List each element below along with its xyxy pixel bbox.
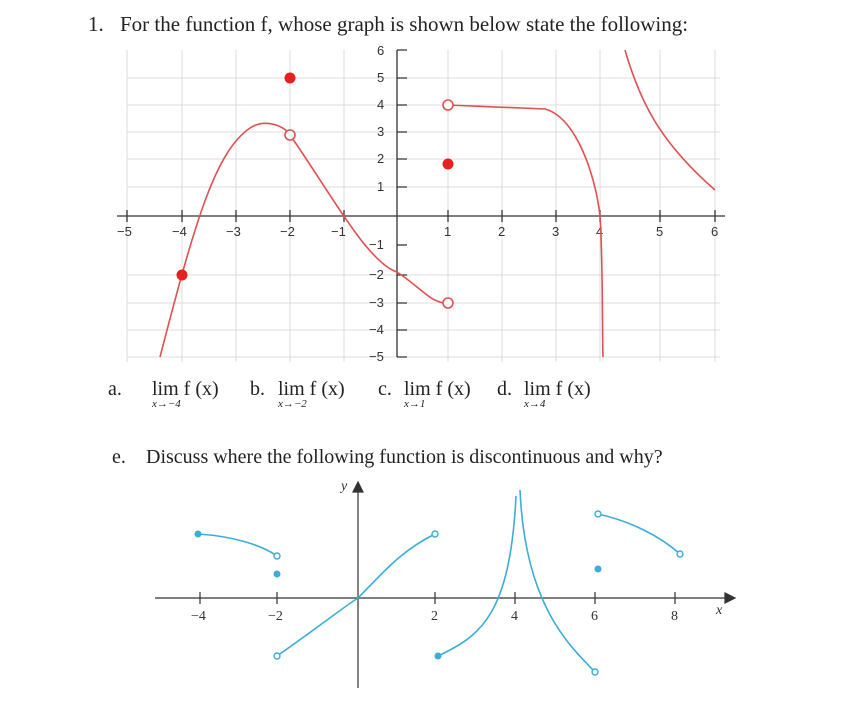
x-tick-label: −2 xyxy=(268,609,283,624)
limit-a-expr: lim f (x) xyxy=(152,378,219,400)
closed-dot xyxy=(177,270,188,281)
x-tick-label: 3 xyxy=(552,224,560,239)
open-dot xyxy=(443,298,453,308)
function-curves xyxy=(160,50,715,357)
part-e-label: e. xyxy=(112,446,126,468)
x-tick-label: −2 xyxy=(280,224,295,239)
y-tick-label: 4 xyxy=(377,97,385,112)
open-dot xyxy=(677,551,683,557)
limit-c xyxy=(404,378,471,410)
x-tick-label: 8 xyxy=(671,609,678,624)
part-e-text: Discuss where the following function is discontinuous and why? xyxy=(146,446,663,468)
limit-d-expr: lim f (x) xyxy=(524,378,591,400)
y-tick-label: 5 xyxy=(377,70,385,85)
curve-segment-4 xyxy=(520,490,595,672)
x-tick-label: −4 xyxy=(172,224,187,239)
x-tick-label: −5 xyxy=(117,224,132,239)
function-curves-2 xyxy=(198,490,680,672)
points xyxy=(177,73,454,309)
curve-middle xyxy=(448,105,603,357)
function-graph-2 xyxy=(150,476,750,696)
x-tick-label: −1 xyxy=(331,224,346,239)
part-b-label: b. xyxy=(250,378,265,400)
closed-dot xyxy=(443,159,454,170)
closed-dot xyxy=(274,571,281,578)
x-tick-label: −3 xyxy=(226,224,241,239)
open-dot xyxy=(285,130,295,140)
curve-segment-5 xyxy=(598,514,680,554)
limit-d-sub: x→4 xyxy=(524,398,546,410)
y-tick-label: 2 xyxy=(377,151,385,166)
x-tick-label: 2 xyxy=(431,609,438,624)
axes xyxy=(117,50,725,357)
limit-a-sub: x→−4 xyxy=(152,398,181,410)
question-text: For the function f, whose graph is shown below state the following: xyxy=(120,12,689,36)
open-dot xyxy=(432,531,438,537)
x-tick-label: 5 xyxy=(656,224,664,239)
y-tick-label: 3 xyxy=(377,124,385,139)
open-dot xyxy=(443,100,453,110)
closed-dot xyxy=(435,653,442,660)
question-number: 1. xyxy=(88,12,104,36)
x-tick-label: 6 xyxy=(591,609,598,624)
limit-a xyxy=(152,378,219,410)
open-dot xyxy=(274,553,280,559)
y-tick-label: −2 xyxy=(369,267,384,282)
x-tick-label: 4 xyxy=(511,609,518,624)
curve-segment-1 xyxy=(198,534,277,556)
curve-segment-2 xyxy=(277,534,435,656)
y-tick-label: −1 xyxy=(369,237,384,252)
y-tick-label: −5 xyxy=(369,349,384,364)
open-dot xyxy=(274,653,280,659)
curve-segment-3 xyxy=(438,496,516,656)
axes-2 xyxy=(155,482,735,688)
limit-c-sub: x→1 xyxy=(404,398,426,410)
x-tick-label: 1 xyxy=(444,224,452,239)
grid xyxy=(127,50,720,362)
y-axis-label: y xyxy=(341,479,348,494)
y-tick-label: −4 xyxy=(369,322,384,337)
x-axis-label: x xyxy=(716,603,723,618)
x-tick-label: 2 xyxy=(498,224,506,239)
x-tick-label: 6 xyxy=(711,224,719,239)
y-tick-label: 6 xyxy=(377,43,385,58)
points-2 xyxy=(195,511,684,675)
part-d-label: d. xyxy=(497,378,512,400)
x-tick-label: −4 xyxy=(191,609,206,624)
x-tick-label: 4 xyxy=(596,224,604,239)
part-a-label: a. xyxy=(108,378,122,400)
y-tick-label: 1 xyxy=(377,179,385,194)
open-dot xyxy=(592,669,598,675)
curve-right xyxy=(625,50,715,190)
closed-dot xyxy=(195,531,202,538)
limit-d xyxy=(524,378,591,410)
limit-b-expr: lim f (x) xyxy=(278,378,345,400)
part-c-label: c. xyxy=(378,378,392,400)
limit-c-expr: lim f (x) xyxy=(404,378,471,400)
function-graph-1 xyxy=(105,42,735,372)
open-dot xyxy=(595,511,601,517)
closed-dot xyxy=(595,566,602,573)
limit-b-sub: x→−2 xyxy=(278,398,307,410)
closed-dot xyxy=(285,73,296,84)
limit-b xyxy=(278,378,345,410)
y-tick-label: −3 xyxy=(369,295,384,310)
